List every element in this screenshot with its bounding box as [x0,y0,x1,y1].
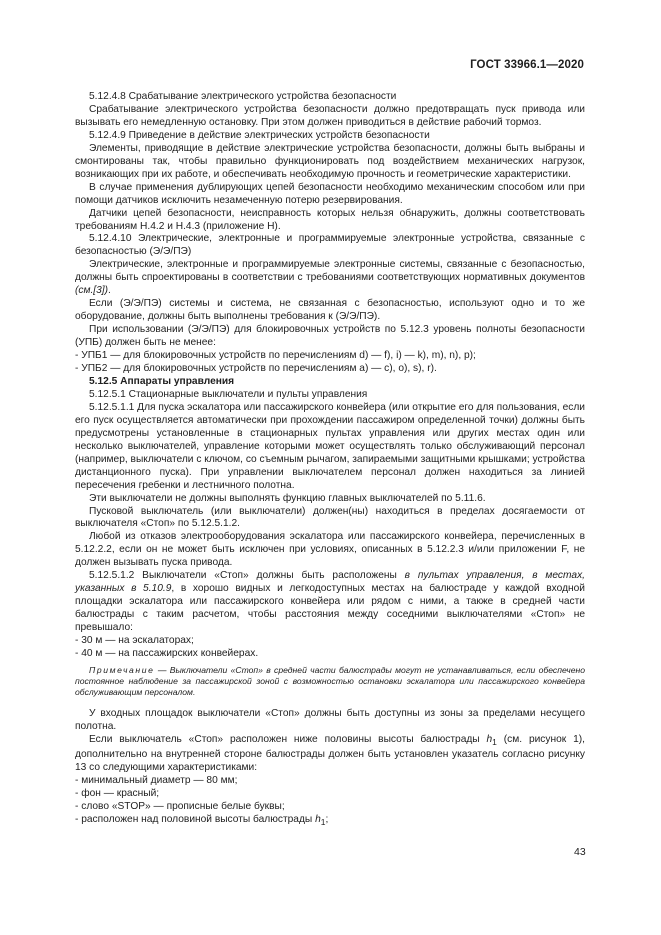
text-run: ; [325,813,329,825]
paragraph: Датчики цепей безопасности, неисправность которых нельзя обнаружить, должны соответствовать требованиям Н.4.2 и Н.4.3 (приложение Н). [75,207,585,232]
paragraph [75,734,585,775]
list-item: - 40 м — на пассажирских конвейерах. [75,647,259,659]
note [75,665,585,698]
list-item: - слово «STOP» — прописные белые буквы; [75,800,285,812]
text-run: - расположен над половиной высоты балюстрады [75,813,316,825]
paragraph: Элементы, приводящие в действие электрические устройства безопасности, должны быть выбраны и смонтированы так, чтобы правильно функционировать под воздействием механических нагрузок, возникающих при их работе, и обеспечивать необходимую прочность и геометрические характеристики. [75,142,585,180]
subscript: 1 [320,816,326,827]
list-item: - фон — красный; [75,787,160,799]
paragraph: При использовании (Э/Э/ПЭ) для блокировочных устройств по 5.12.3 уровень полноты безопасности (УПБ) должен быть не менее: [75,324,585,349]
document-body [75,91,585,829]
paragraph: 5.12.5.1.1 Для пуска эскалатора или пассажирского конвейера (или открытие его для пользования, если его пуск осуществляется автоматически при прохождении пассажиром определенной точки) должны быть предусмотрены установленные в стационарных пультах управления или других местах один или несколько выключателей, управление которыми может осуществлять только обслуживающий персонал (например, выключатели с ключом, со съемным рычагом, запираемыми защитными крышками; устройства дистанционного пуска). При управлении выключателем персонал должен находиться за линией пересечения гребенки и лестничного полотна. [75,401,585,491]
text-run: Электрические, электронные и программируемые электронные системы, связанные с безопасностью, должны быть спроектированы в соответствии с требованиями соответствующих нормативных документов [75,259,585,284]
clause-heading: 5.12.5.1 Стационарные выключатели и пульты управления [89,388,368,400]
clause-heading: 5.12.4.8 Срабатывание электрического устройства безопасности [89,91,397,102]
italic-run: в пультах управления, в местах, указанных в 5.10.9 [75,570,585,595]
paragraph [75,570,585,635]
paragraph: Любой из отказов электрооборудования эскалатора или пассажирского конвейера, перечисленных в 5.12.2.2, если он не может быть исключен при условиях, описанных в 5.12.2.3 и/или приложении F, не должен вызывать пуска привода. [75,531,585,569]
standard-number: ГОСТ 33966.1—2020 [470,59,584,71]
list-item: - УПБ2 — для блокировочных устройств по перечислениям a) — c), o), s), r). [75,363,437,375]
paragraph [75,259,585,298]
note-label: Примечание [89,664,155,675]
subscript: 1 [492,736,497,747]
page-number: 43 [574,846,586,858]
list-item: - минимальный диаметр — 80 мм; [75,774,238,786]
clause-heading: 5.12.4.9 Приведение в действие электрических устройств безопасности [89,129,430,141]
note-text: — Выключатели «Стоп» в средней части балюстрады могут не устанавливаться, если обеспечено постоянное наблюдение за пассажирской зоной с возможностью остановки эскалатора или пассажирского конвейера обслуживающим персоналом. [75,664,585,697]
paragraph: В случае применения дублирующих цепей безопасности необходимо механическим способом или при помощи датчиков исключить незамеченную потерю резервирования. [75,181,585,206]
list-item: - УПБ1 — для блокировочных устройств по перечислениям d) — f), i) — k), m), n), p); [75,350,476,362]
text-run: Если выключатель «Стоп» расположен ниже половины высоты балюстрады [89,733,487,745]
clause-heading: 5.12.4.10 Электрические, электронные и программируемые электронные устройства, связанные с безопасностью (Э/Э/ПЭ) [75,233,585,258]
text-run: (см. рисунок 1), дополнительно на внутренней стороне балюстрады должен быть установлен указатель согласно рисунку 13 со следующими характеристиками: [75,733,585,773]
paragraph: Срабатывание электрического устройства безопасности должно предотвращать пуск привода или вызывать его немедленную остановку. При этом должен приводиться в действие рабочий тормоз. [75,103,585,128]
reference-link: (см.[3]) [75,285,109,297]
variable: h [486,733,493,745]
list-item [75,814,585,829]
variable: h [315,813,321,825]
paragraph: Пусковой выключатель (или выключатели) должен(ны) находиться в пределах досягаемости от выключателя «Стоп» по 5.12.5.1.2. [75,505,585,530]
text-run: 5.12.5.1.2 Выключатели «Стоп» должны быть расположены [89,570,405,582]
text-run: , в хорошо видных и легкодоступных местах на балюстраде у каждой входной площадки эскалатора или пассажирского конвейера или рядом с ними, а также в средней части балюстрады с таким расчетом, чтобы расстояния между соседними выключателями «Стоп» не превышало: [75,583,585,634]
section-heading: 5.12.5 Аппараты управления [89,375,235,387]
paragraph: Эти выключатели не должны выполнять функцию главных выключателей по 5.11.6. [89,492,486,504]
paragraph: Если (Э/Э/ПЭ) системы и система, не связанная с безопасностью, используют одно и то же оборудование, должны быть выполнены требования к (Э/Э/ПЭ). [75,298,585,323]
list-item: - 30 м — на эскалаторах; [75,635,194,647]
text-run: . [108,285,111,297]
paragraph: У входных площадок выключатели «Стоп» должны быть доступны из зоны за пределами несущего полотна. [75,707,585,732]
